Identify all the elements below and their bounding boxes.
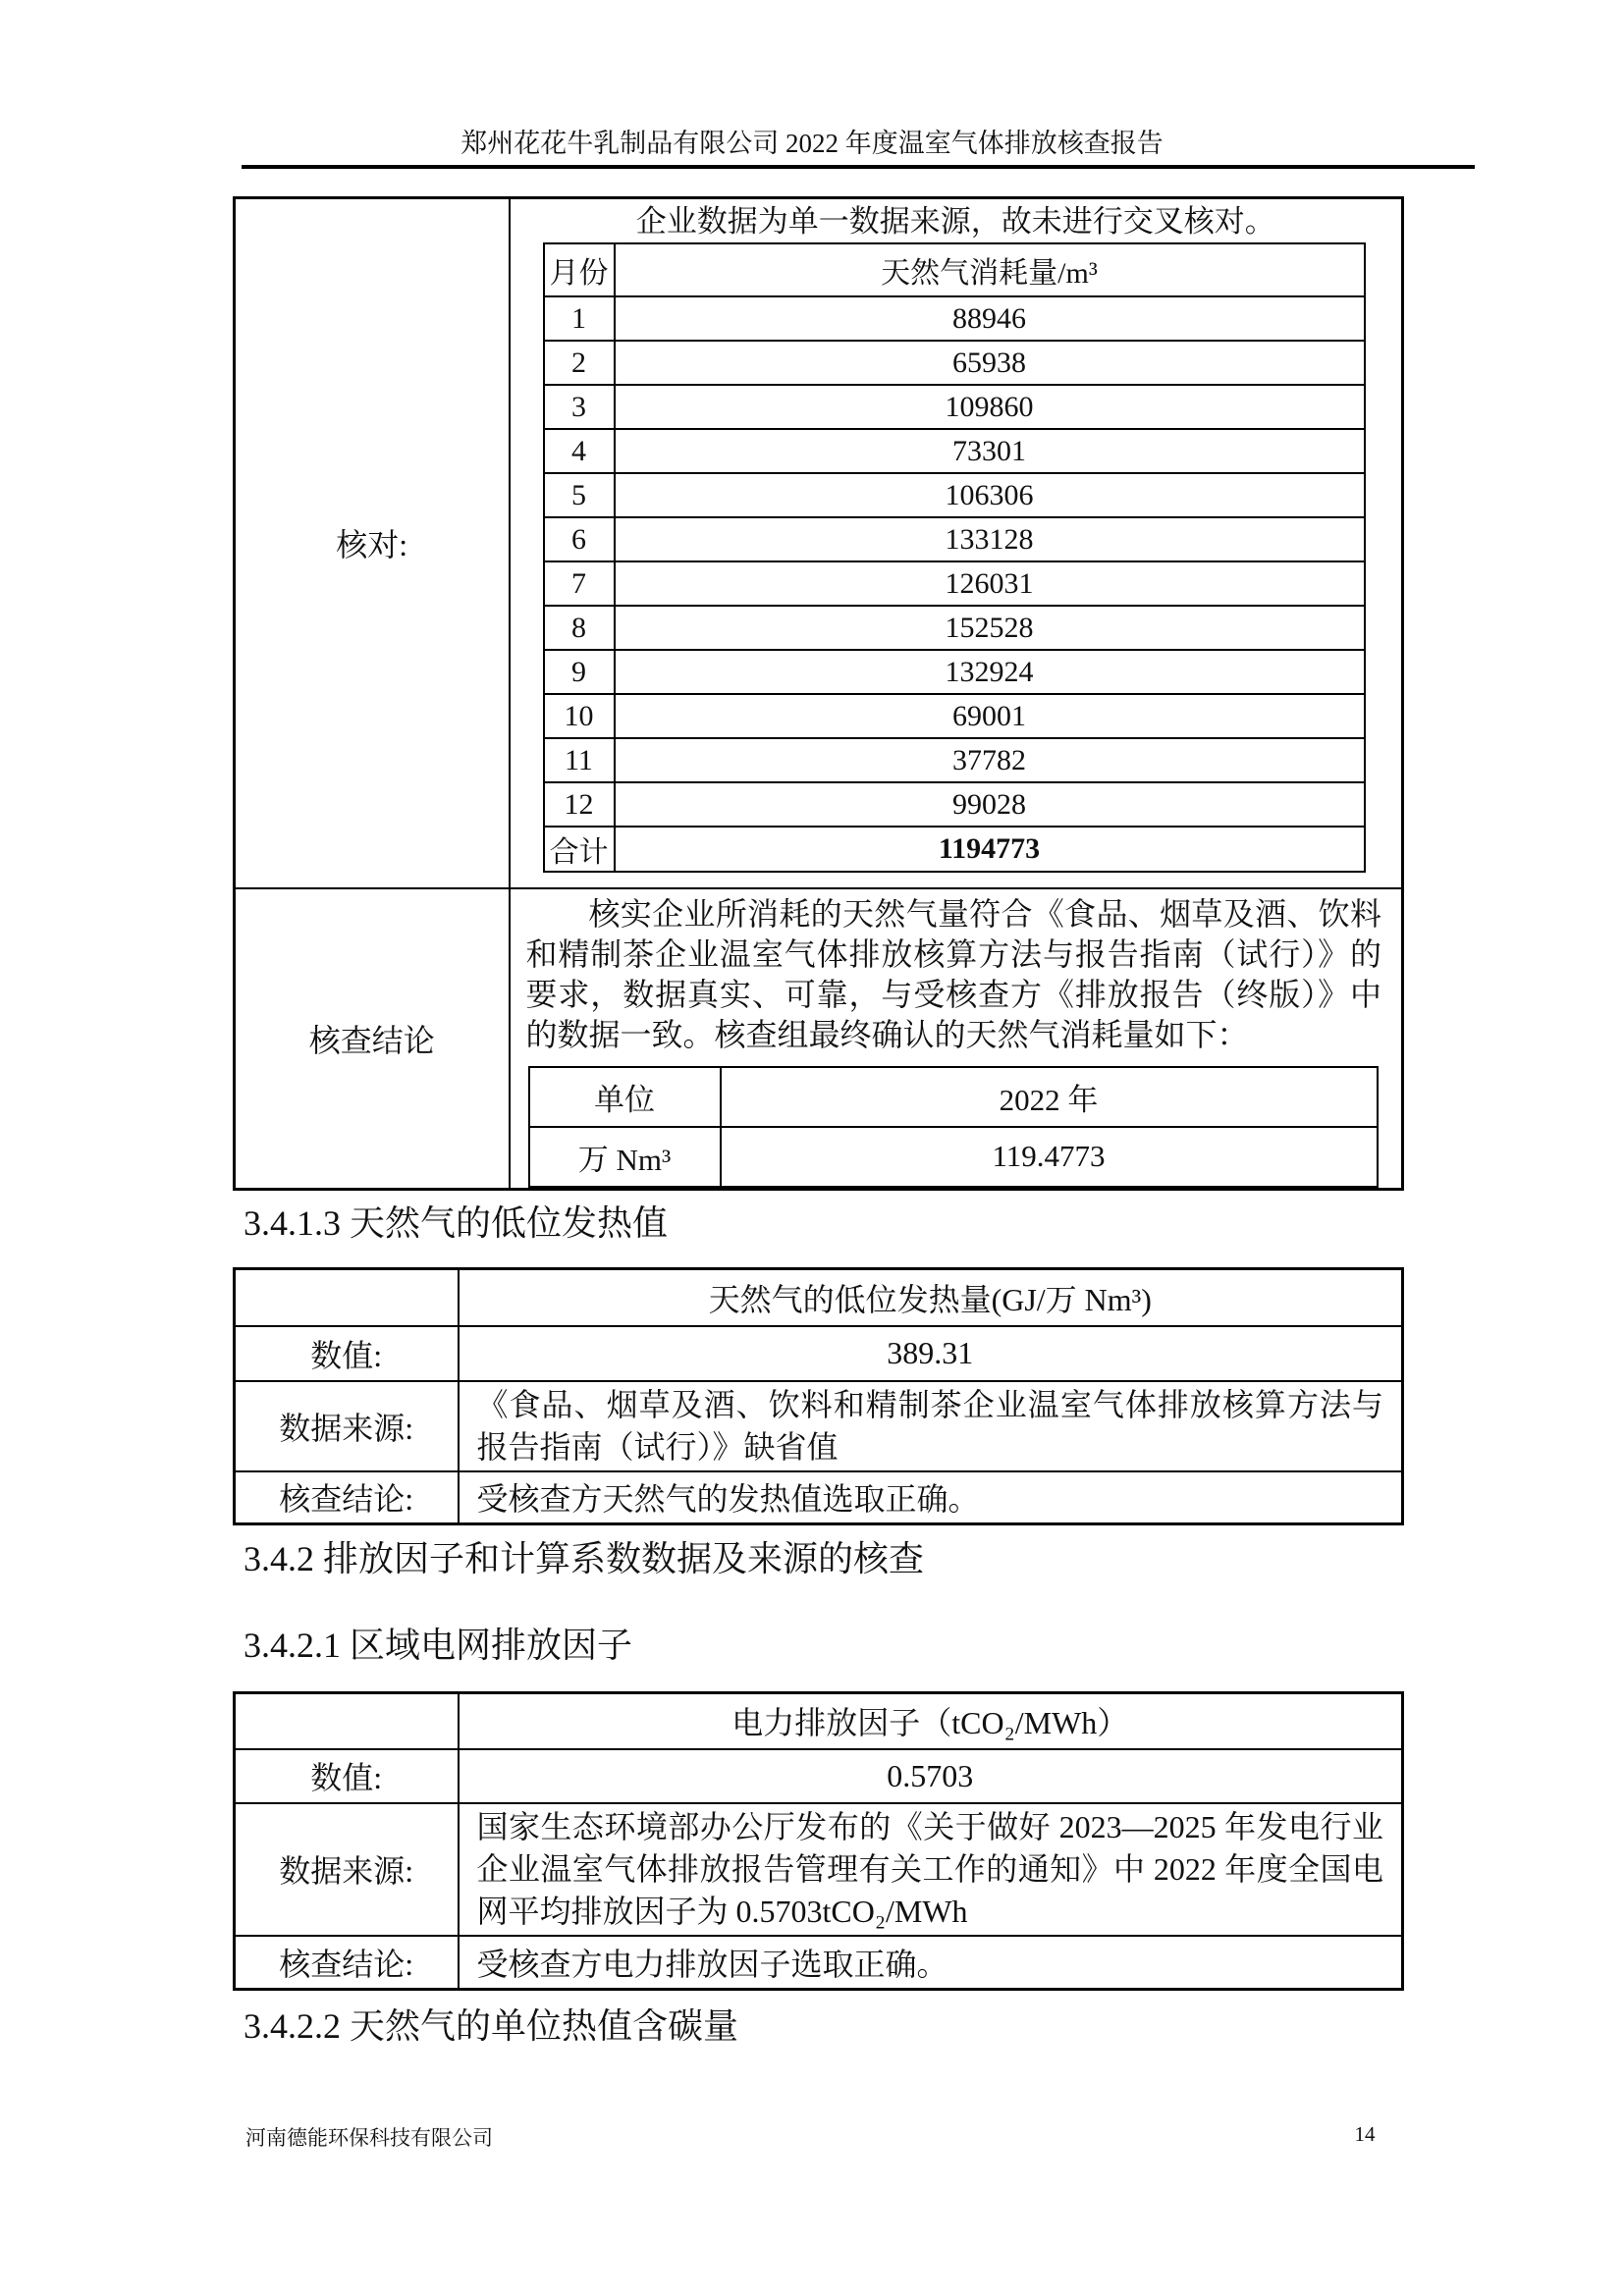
- month-cell: 4: [544, 429, 615, 473]
- empty-header-cell: [235, 1269, 459, 1326]
- check-row: [235, 198, 1403, 888]
- document-title: 郑州花花牛乳制品有限公司 2022 年度温室气体排放核查报告: [460, 129, 1164, 158]
- value-cell: 99028: [615, 782, 1365, 827]
- value-cell: 109860: [615, 385, 1365, 429]
- total-label: 合计: [544, 827, 615, 872]
- value-row: [235, 1749, 1403, 1803]
- section-heading-3421: 3.4.2.1 区域电网排放因子: [244, 1626, 633, 1665]
- monthly-row: [544, 429, 1365, 473]
- source-label: 数据来源:: [235, 1381, 459, 1471]
- amount-cell: 119.4773: [721, 1127, 1378, 1187]
- single-source-note: 企业数据为单一数据来源，故未进行交叉核对。: [635, 204, 1275, 239]
- monthly-row: [544, 296, 1365, 341]
- conclusion-label: 核查结论:: [235, 1471, 459, 1524]
- value-cell: 65938: [615, 341, 1365, 385]
- month-cell: 5: [544, 473, 615, 517]
- table-header-row: [235, 1693, 1403, 1749]
- total-value: 1194773: [615, 827, 1365, 872]
- value-cell: 152528: [615, 606, 1365, 650]
- month-cell: 12: [544, 782, 615, 827]
- grid-emission-factor-table: [233, 1691, 1404, 1991]
- monthly-row: [544, 473, 1365, 517]
- month-column-header: 月份: [544, 243, 615, 296]
- source-label: 数据来源:: [235, 1803, 459, 1936]
- value-cell: 37782: [615, 738, 1365, 782]
- monthly-table-header: [544, 243, 1365, 296]
- monthly-row: [544, 694, 1365, 738]
- month-cell: 3: [544, 385, 615, 429]
- value-cell: 389.31: [459, 1326, 1403, 1381]
- value-cell: 106306: [615, 473, 1365, 517]
- month-cell: 1: [544, 296, 615, 341]
- conclusion-cell: 受核查方电力排放因子选取正确。: [459, 1936, 1403, 1990]
- monthly-row: [544, 606, 1365, 650]
- unit-cell: 万 Nm³: [529, 1127, 721, 1187]
- summary-value-row: [529, 1127, 1378, 1187]
- monthly-row: [544, 517, 1365, 561]
- emission-factor-header: 电力排放因子（tCO₂/MWh）: [459, 1693, 1403, 1749]
- verification-table: [233, 196, 1404, 1191]
- value-cell: 132924: [615, 650, 1365, 694]
- month-cell: 11: [544, 738, 615, 782]
- section-heading-3413: 3.4.1.3 天然气的低位发热值: [244, 1203, 669, 1243]
- consumption-column-header: 天然气消耗量/m³: [615, 243, 1365, 296]
- conclusion-paragraph: 核实企业所消耗的天然气量符合《食品、烟草及酒、饮料和精制茶企业温室气体排放核算方法与报告指南（试行）》的要求，数据真实、可靠，与受核查方《排放报告（终版）》中的数据一致。核查组最终确认的天然气消耗量如下：: [525, 895, 1381, 1052]
- summary-header-row: [529, 1067, 1378, 1127]
- unit-header: 单位: [529, 1067, 721, 1127]
- conclusion-row-content: [510, 888, 1403, 1190]
- source-cell: 《食品、烟草及酒、饮料和精制茶企业温室气体排放核算方法与报告指南（试行）》缺省值: [459, 1381, 1403, 1471]
- footer-page-number: 14: [1354, 2122, 1376, 2146]
- month-cell: 7: [544, 561, 615, 606]
- source-cell: 国家生态环境部办公厅发布的《关于做好 2023—2025 年发电行业企业温室气体排放报告管理有关工作的通知》中 2022 年度全国电网平均排放因子为 0.5703tCO₂/MWh: [459, 1803, 1403, 1936]
- month-cell: 8: [544, 606, 615, 650]
- value-cell: 133128: [615, 517, 1365, 561]
- conclusion-cell: 受核查方天然气的发热值选取正确。: [459, 1471, 1403, 1524]
- conclusion-row: [235, 888, 1403, 1190]
- conclusion-label: 核查结论:: [235, 1936, 459, 1990]
- table-header-row: [235, 1269, 1403, 1326]
- value-cell: 126031: [615, 561, 1365, 606]
- month-cell: 6: [544, 517, 615, 561]
- value-label: 数值:: [235, 1326, 459, 1381]
- monthly-row: [544, 738, 1365, 782]
- source-row: [235, 1381, 1403, 1471]
- month-cell: 2: [544, 341, 615, 385]
- conclusion-row: [235, 1471, 1403, 1524]
- value-row: [235, 1326, 1403, 1381]
- value-cell: 73301: [615, 429, 1365, 473]
- monthly-total-row: [544, 827, 1365, 872]
- empty-header-cell: [235, 1693, 459, 1749]
- monthly-consumption-table: [543, 242, 1366, 873]
- footer-company-name: 河南德能环保科技有限公司: [245, 2126, 493, 2150]
- annual-summary-table: [528, 1066, 1379, 1188]
- month-cell: 10: [544, 694, 615, 738]
- value-cell: 69001: [615, 694, 1365, 738]
- calorific-value-table: [233, 1267, 1404, 1525]
- monthly-row: [544, 650, 1365, 694]
- value-cell: 88946: [615, 296, 1365, 341]
- section-heading-3422: 3.4.2.2 天然气的单位热值含碳量: [244, 2006, 739, 2046]
- conclusion-row: [235, 1936, 1403, 1990]
- calorific-header: 天然气的低位发热量(GJ/万 Nm³): [459, 1269, 1403, 1326]
- value-label: 数值:: [235, 1749, 459, 1803]
- monthly-row: [544, 385, 1365, 429]
- monthly-row: [544, 561, 1365, 606]
- check-row-label: 核对:: [235, 198, 510, 888]
- conclusion-row-label: 核查结论: [235, 888, 510, 1190]
- value-cell: 0.5703: [459, 1749, 1403, 1803]
- section-heading-342: 3.4.2 排放因子和计算系数数据及来源的核查: [244, 1539, 925, 1578]
- year-header: 2022 年: [721, 1067, 1378, 1127]
- header-rule: [242, 165, 1475, 169]
- monthly-row: [544, 782, 1365, 827]
- source-row: [235, 1803, 1403, 1936]
- check-row-content: [510, 198, 1403, 888]
- monthly-row: [544, 341, 1365, 385]
- month-cell: 9: [544, 650, 615, 694]
